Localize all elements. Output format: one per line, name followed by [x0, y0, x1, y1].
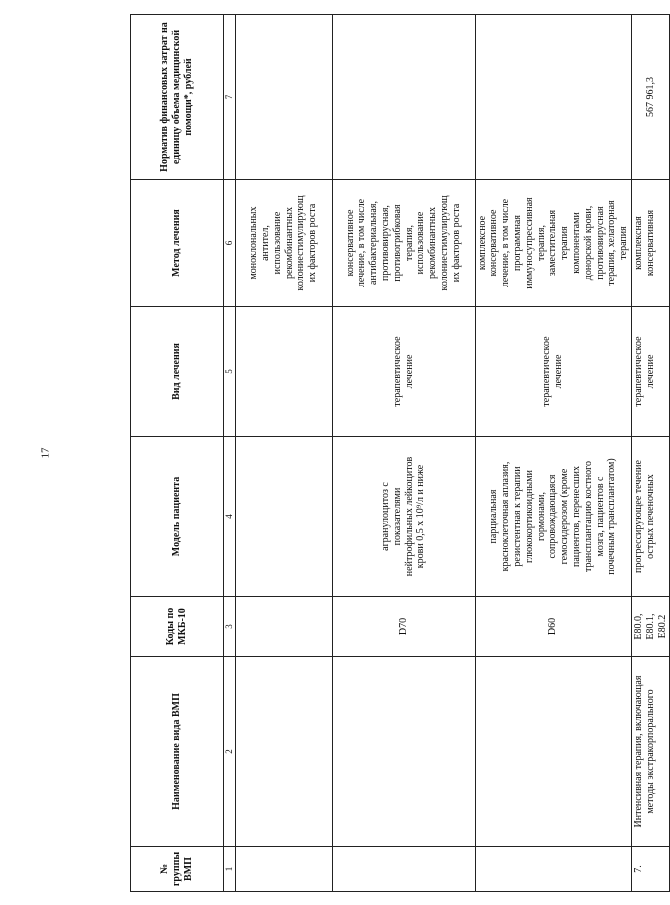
header-group-number: № группы ВМП — [131, 847, 224, 892]
group-number-cell — [475, 847, 631, 892]
header-cost-norm: Норматив финансовых затрат на единицу объема медицинской помощи*, рублей — [131, 15, 224, 180]
icd-codes-cell: D60 — [475, 597, 631, 657]
patient-model-cell — [235, 437, 332, 597]
vmp-name-cell — [235, 657, 332, 847]
icd-codes-cell: E80.0, E80.1, E80.2 — [631, 597, 669, 657]
treatment-method-cell: комплексное консервативное лечение, в том числе программная иммуносупрессивная терапия, заместительная терапия компонентами донорской крови, противовирусная терапия, хелаторная терапия — [475, 180, 631, 307]
group-number-cell: 7. — [631, 847, 669, 892]
vmp-table — [130, 14, 670, 892]
header-row — [131, 15, 224, 892]
column-number: 1 — [224, 847, 236, 892]
treatment-method-cell: консервативное лечение, в том числе антибактериальная, противовирусная, противогрибковая терапия, использование рекомбинантных колониестимулирующ их факторов роста — [332, 180, 475, 307]
column-number: 7 — [224, 15, 236, 180]
group-number-cell — [235, 847, 332, 892]
header-treatment-method: Метод лечения — [131, 180, 224, 307]
treatment-type-cell: терапевтическое лечение — [332, 307, 475, 437]
page-number: 17 — [39, 447, 52, 459]
table-row — [475, 15, 631, 892]
vmp-name-cell — [332, 657, 475, 847]
cost-norm-cell — [235, 15, 332, 180]
cost-norm-cell — [475, 15, 631, 180]
vmp-name-cell: Интенсивная терапия, включающая методы экстракорпорального — [631, 657, 669, 847]
rotated-page-content — [130, 15, 668, 892]
header-icd-codes: Коды по МКБ-10 — [131, 597, 224, 657]
table-row — [332, 15, 475, 892]
column-number: 3 — [224, 597, 236, 657]
treatment-type-cell: терапевтическое лечение — [475, 307, 631, 437]
icd-codes-cell — [235, 597, 332, 657]
header-vmp-name: Наименование вида ВМП — [131, 657, 224, 847]
treatment-type-cell: терапевтическое лечение — [631, 307, 669, 437]
vmp-name-cell — [475, 657, 631, 847]
column-number: 5 — [224, 307, 236, 437]
icd-codes-cell: D70 — [332, 597, 475, 657]
column-number: 6 — [224, 180, 236, 307]
patient-model-cell: агранулоцитоз с показателями нейтрофильных лейкоцитов крови 0,5 x 10⁹/л и ниже — [332, 437, 475, 597]
patient-model-cell: прогрессирующее течение острых печеночных — [631, 437, 669, 597]
column-number: 4 — [224, 437, 236, 597]
table-row — [235, 15, 332, 892]
patient-model-cell: парциальная красноклеточная аплазия, резистентная к терапии глюкокортикоидными гормонами, сопровождающаяся гемосидерозом (кроме пациентов, перенесших трансплантацию костного мозга, пациентов с почечным трансплантатом) — [475, 437, 631, 597]
table-row — [631, 15, 669, 892]
header-patient-model: Модель пациента — [131, 437, 224, 597]
cost-norm-cell: 567 961,3 — [631, 15, 669, 180]
column-number: 2 — [224, 657, 236, 847]
column-number-row — [224, 15, 236, 892]
treatment-type-cell — [235, 307, 332, 437]
group-number-cell — [332, 847, 475, 892]
header-treatment-type: Вид лечения — [131, 307, 224, 437]
cost-norm-cell — [332, 15, 475, 180]
treatment-method-cell: моноклональных антител, использование рекомбинантных колониестимулирующ их факторов роста — [235, 180, 332, 307]
treatment-method-cell: комплексная консервативная — [631, 180, 669, 307]
